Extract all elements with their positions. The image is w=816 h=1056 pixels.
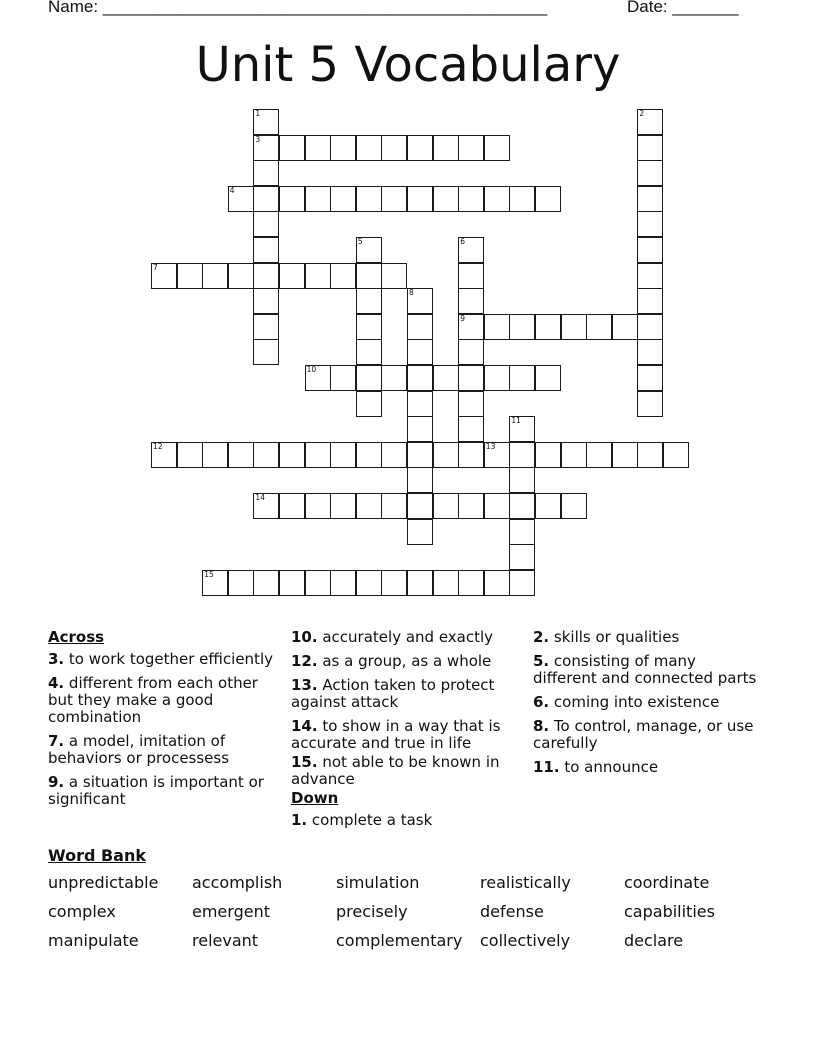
word-bank-item: collectively <box>480 931 571 950</box>
crossword-cell[interactable] <box>407 416 433 442</box>
crossword-cell[interactable] <box>356 135 382 161</box>
cell-number: 4 <box>229 185 235 195</box>
crossword-cell[interactable] <box>407 186 433 212</box>
crossword-cell[interactable] <box>381 135 407 161</box>
word-bank-item: accomplish <box>192 873 283 892</box>
crossword-cell[interactable] <box>458 135 484 161</box>
crossword-cell[interactable] <box>253 263 279 289</box>
crossword-cell[interactable] <box>228 263 254 289</box>
crossword-cell[interactable] <box>279 263 305 289</box>
crossword-cell[interactable] <box>407 288 433 314</box>
cell-number: 7 <box>153 262 158 272</box>
across-clue-14: 14. to show in a way that is accurate and true in life <box>291 717 501 752</box>
crossword-cell[interactable] <box>330 365 356 391</box>
crossword-cell[interactable] <box>612 442 638 468</box>
crossword-cell[interactable] <box>535 186 561 212</box>
crossword-cell[interactable] <box>458 391 484 417</box>
crossword-cell[interactable] <box>330 442 356 468</box>
crossword-cell[interactable] <box>433 493 459 519</box>
crossword-cell[interactable] <box>356 391 382 417</box>
crossword-cell[interactable] <box>202 442 228 468</box>
crossword-cell[interactable] <box>612 314 638 340</box>
crossword-cell[interactable] <box>381 186 407 212</box>
across-clue-7: 7. a model, imitation of behaviors or processess <box>48 732 230 767</box>
crossword-cell[interactable] <box>509 416 535 442</box>
word-bank-item: complementary <box>336 931 463 950</box>
word-bank-item: precisely <box>336 902 408 921</box>
crossword-cell[interactable] <box>484 365 510 391</box>
crossword-cell[interactable] <box>484 135 510 161</box>
crossword-cell[interactable] <box>535 493 561 519</box>
crossword-cell[interactable] <box>637 160 663 186</box>
crossword-cell[interactable] <box>637 442 663 468</box>
crossword-cell[interactable] <box>177 263 203 289</box>
crossword-cell[interactable] <box>381 365 407 391</box>
crossword-cell[interactable] <box>509 570 535 596</box>
cell-number: 8 <box>409 288 414 298</box>
cell-number: 10 <box>306 365 317 374</box>
crossword-cell[interactable] <box>458 237 484 263</box>
crossword-cell[interactable] <box>637 237 663 263</box>
crossword-cell[interactable] <box>253 160 279 186</box>
crossword-cell[interactable] <box>151 442 177 468</box>
crossword-cell[interactable] <box>509 186 535 212</box>
crossword-cell[interactable] <box>433 186 459 212</box>
crossword-cell[interactable] <box>407 339 433 365</box>
cell-number: 6 <box>460 237 465 246</box>
crossword-cell[interactable] <box>330 493 356 519</box>
cell-number: 13 <box>485 441 496 451</box>
crossword-cell[interactable] <box>356 186 382 212</box>
crossword-cell[interactable] <box>253 237 279 263</box>
crossword-cell[interactable] <box>535 314 561 340</box>
crossword-cell[interactable] <box>637 263 663 289</box>
cell-number: 9 <box>460 313 465 323</box>
crossword-cell[interactable] <box>279 442 305 468</box>
crossword-cell[interactable] <box>305 365 331 391</box>
cell-number: 2 <box>639 109 645 118</box>
crossword-cell[interactable] <box>561 493 587 519</box>
cell-number: 14 <box>255 493 265 502</box>
crossword-cell[interactable] <box>535 442 561 468</box>
crossword-cell[interactable] <box>381 493 407 519</box>
crossword-cell[interactable] <box>509 314 535 340</box>
crossword-cell[interactable] <box>356 339 382 365</box>
crossword-cell[interactable] <box>253 442 279 468</box>
clue-column-3 <box>533 629 763 783</box>
word-bank <box>48 874 768 950</box>
crossword-cell[interactable] <box>356 442 382 468</box>
crossword-cell[interactable] <box>509 493 535 519</box>
word-bank-item: realistically <box>480 873 571 892</box>
crossword-cell[interactable] <box>253 109 279 135</box>
word-bank-item: declare <box>624 931 684 950</box>
crossword-cell[interactable] <box>484 314 510 340</box>
crossword-cell[interactable] <box>458 314 484 340</box>
crossword-cell[interactable] <box>253 211 279 237</box>
crossword-cell[interactable] <box>458 339 484 365</box>
down-clue-2: 2. skills or qualities <box>533 628 680 646</box>
crossword-cell[interactable] <box>228 442 254 468</box>
crossword-cell[interactable] <box>509 519 535 545</box>
clue-column-2 <box>291 629 523 836</box>
crossword-cell[interactable] <box>330 135 356 161</box>
crossword-cell[interactable] <box>637 109 663 135</box>
across-clue-3: 3. to work together efficiently <box>48 650 273 668</box>
crossword-cell[interactable] <box>356 237 382 263</box>
word-bank-item: emergent <box>192 902 270 921</box>
crossword-cell[interactable] <box>458 186 484 212</box>
crossword-cell[interactable] <box>407 570 433 596</box>
crossword-cell[interactable] <box>330 263 356 289</box>
cell-number: 5 <box>357 237 363 246</box>
crossword-cell[interactable] <box>253 570 279 596</box>
crossword-cell[interactable] <box>356 288 382 314</box>
word-bank-title: Word Bank <box>48 846 147 865</box>
across-heading: Across <box>48 628 105 646</box>
crossword-cell[interactable] <box>305 263 331 289</box>
down-clue-5: 5. consisting of many different and connected parts <box>533 652 757 687</box>
crossword-cell[interactable] <box>458 263 484 289</box>
crossword-cell[interactable] <box>305 570 331 596</box>
page-title: Unit 5 Vocabulary <box>195 37 621 93</box>
crossword-cell[interactable] <box>509 544 535 570</box>
word-bank-item: defense <box>480 902 544 921</box>
down-clue-1: 1. complete a task <box>291 811 433 829</box>
down-clue-8: 8. To control, manage, or use carefully <box>533 717 754 752</box>
crossword-cell[interactable] <box>356 493 382 519</box>
crossword-cell[interactable] <box>586 314 612 340</box>
cell-number: 1 <box>255 109 261 118</box>
crossword-cell[interactable] <box>356 570 382 596</box>
across-clue-10: 10. accurately and exactly <box>291 628 494 646</box>
crossword-cell[interactable] <box>433 365 459 391</box>
crossword-cell[interactable] <box>458 416 484 442</box>
crossword-cell[interactable] <box>279 493 305 519</box>
crossword-cell[interactable] <box>458 288 484 314</box>
crossword-cell[interactable] <box>330 570 356 596</box>
word-bank-item: capabilities <box>624 902 715 921</box>
crossword-cell[interactable] <box>637 391 663 417</box>
crossword-cell[interactable] <box>484 493 510 519</box>
crossword-cell[interactable] <box>561 442 587 468</box>
crossword-cell[interactable] <box>202 263 228 289</box>
crossword-cell[interactable] <box>177 442 203 468</box>
crossword-cell[interactable] <box>484 442 510 468</box>
crossword-cell[interactable] <box>433 442 459 468</box>
across-clue-4: 4. different from each other but they make a good combination <box>48 674 258 726</box>
word-bank-item: relevant <box>192 931 259 950</box>
crossword-cell[interactable] <box>356 263 382 289</box>
crossword-cell[interactable] <box>535 365 561 391</box>
word-bank-item: manipulate <box>48 931 139 950</box>
crossword-cell[interactable] <box>407 467 433 493</box>
crossword-cell[interactable] <box>228 570 254 596</box>
crossword-cell[interactable] <box>407 442 433 468</box>
across-clue-9: 9. a situation is important or significant <box>48 773 264 808</box>
crossword-cell[interactable] <box>279 186 305 212</box>
crossword-cell[interactable] <box>484 570 510 596</box>
cell-number: 15 <box>204 569 214 579</box>
crossword-cell[interactable] <box>458 365 484 391</box>
crossword-cell[interactable] <box>253 314 279 340</box>
word-bank-item: unpredictable <box>48 873 159 892</box>
crossword-cell[interactable] <box>381 570 407 596</box>
down-clue-6: 6. coming into existence <box>533 693 720 711</box>
crossword-cell[interactable] <box>253 186 279 212</box>
crossword-cell[interactable] <box>637 186 663 212</box>
across-clue-15: 15. not able to be known in advance <box>291 753 500 788</box>
cell-number: 3 <box>255 134 261 144</box>
word-bank-item: coordinate <box>624 873 710 892</box>
crossword-cell[interactable] <box>637 211 663 237</box>
down-heading: Down <box>291 789 339 807</box>
across-clue-13: 13. Action taken to protect against attack <box>291 676 495 711</box>
crossword-cell[interactable] <box>279 570 305 596</box>
crossword-cell[interactable] <box>561 314 587 340</box>
crossword-cell[interactable] <box>433 135 459 161</box>
crossword-cell[interactable] <box>407 314 433 340</box>
crossword-cell[interactable] <box>637 365 663 391</box>
crossword-cell[interactable] <box>407 519 433 545</box>
crossword-cell[interactable] <box>407 365 433 391</box>
crossword-cell[interactable] <box>407 135 433 161</box>
word-bank-item: complex <box>48 902 116 921</box>
crossword-cell[interactable] <box>637 339 663 365</box>
crossword-cell[interactable] <box>330 186 356 212</box>
name-field[interactable]: Name: _______________________________________________ <box>48 0 548 16</box>
clue-column-1 <box>48 629 280 815</box>
crossword-cell[interactable] <box>202 570 228 596</box>
crossword-cell[interactable] <box>305 442 331 468</box>
cell-number: 12 <box>153 441 163 451</box>
crossword-cell[interactable] <box>381 442 407 468</box>
crossword-cell[interactable] <box>637 314 663 340</box>
crossword-cell[interactable] <box>458 493 484 519</box>
crossword-cell[interactable] <box>458 442 484 468</box>
crossword-cell[interactable] <box>433 570 459 596</box>
crossword-cell[interactable] <box>305 186 331 212</box>
crossword-cell[interactable] <box>637 288 663 314</box>
crossword-cell[interactable] <box>663 442 689 468</box>
crossword-cell[interactable] <box>637 135 663 161</box>
crossword-cell[interactable] <box>356 365 382 391</box>
crossword-cell[interactable] <box>586 442 612 468</box>
crossword-cell[interactable] <box>381 263 407 289</box>
crossword-cell[interactable] <box>509 467 535 493</box>
crossword-cell[interactable] <box>509 365 535 391</box>
crossword-cell[interactable] <box>509 442 535 468</box>
crossword-cell[interactable] <box>253 339 279 365</box>
crossword-cell[interactable] <box>228 186 254 212</box>
word-bank-item: simulation <box>336 873 420 892</box>
crossword-cell[interactable] <box>356 314 382 340</box>
crossword-cell[interactable] <box>305 135 331 161</box>
date-field[interactable]: Date: _______ <box>627 0 739 16</box>
cell-number: 11 <box>511 416 521 426</box>
crossword-cell[interactable] <box>151 263 177 289</box>
crossword-cell[interactable] <box>253 493 279 519</box>
crossword-cell[interactable] <box>253 288 279 314</box>
crossword-cell[interactable] <box>407 391 433 417</box>
crossword-cell[interactable] <box>458 570 484 596</box>
across-clue-12: 12. as a group, as a whole <box>291 652 492 670</box>
down-clue-11: 11. to announce <box>533 758 659 776</box>
crossword-cell[interactable] <box>253 135 279 161</box>
crossword-cell[interactable] <box>305 493 331 519</box>
crossword-cell[interactable] <box>407 493 433 519</box>
crossword-cell[interactable] <box>484 186 510 212</box>
crossword-cell[interactable] <box>279 135 305 161</box>
